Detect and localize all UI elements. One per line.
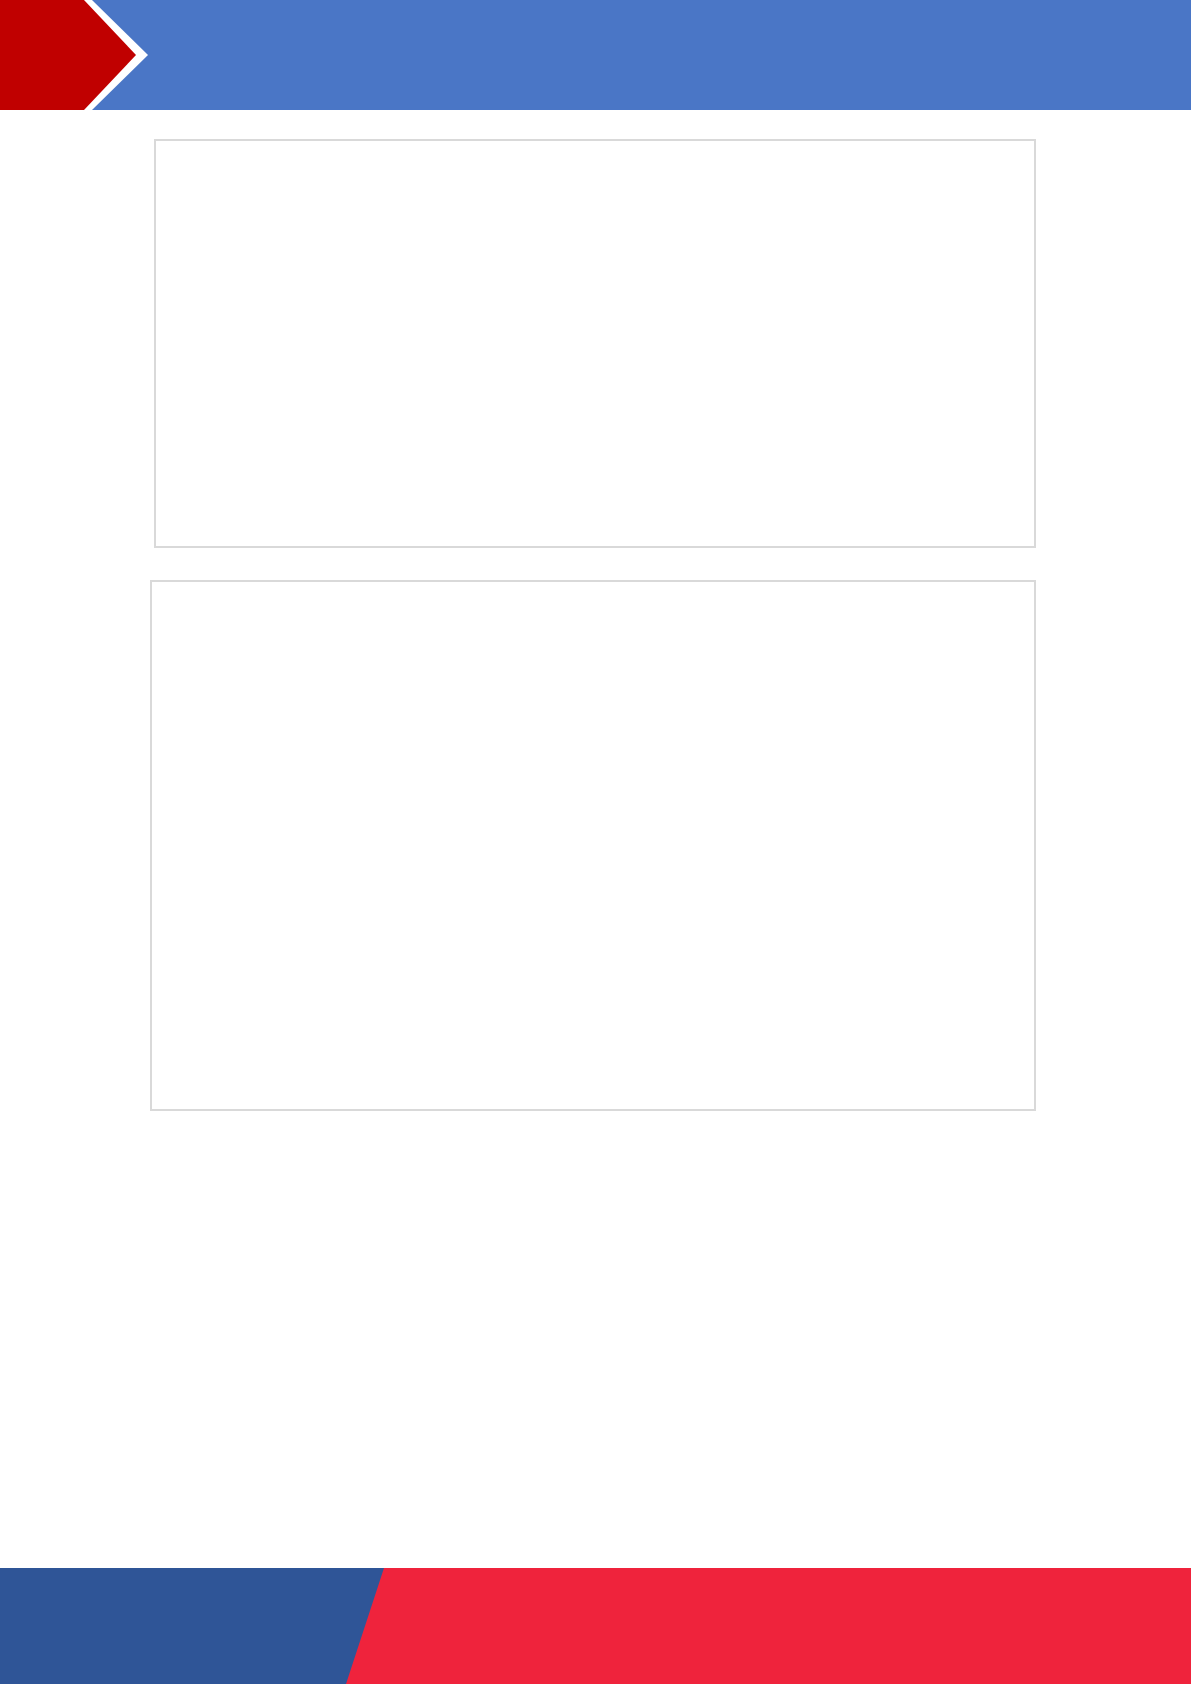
- chart-engine-sales-svg: [156, 141, 1034, 546]
- footer-background: [0, 1568, 1191, 1684]
- chart-engine-sales: [154, 139, 1036, 548]
- page-header: [0, 0, 1191, 110]
- chart-nonroad-engine-sales-svg: [152, 582, 1034, 1109]
- report-title: [150, 0, 1191, 110]
- header-red-chevron: [0, 0, 160, 110]
- page-footer: [0, 1568, 1191, 1684]
- section-heading: [142, 1160, 152, 1191]
- chart-nonroad-engine-sales: [150, 580, 1036, 1111]
